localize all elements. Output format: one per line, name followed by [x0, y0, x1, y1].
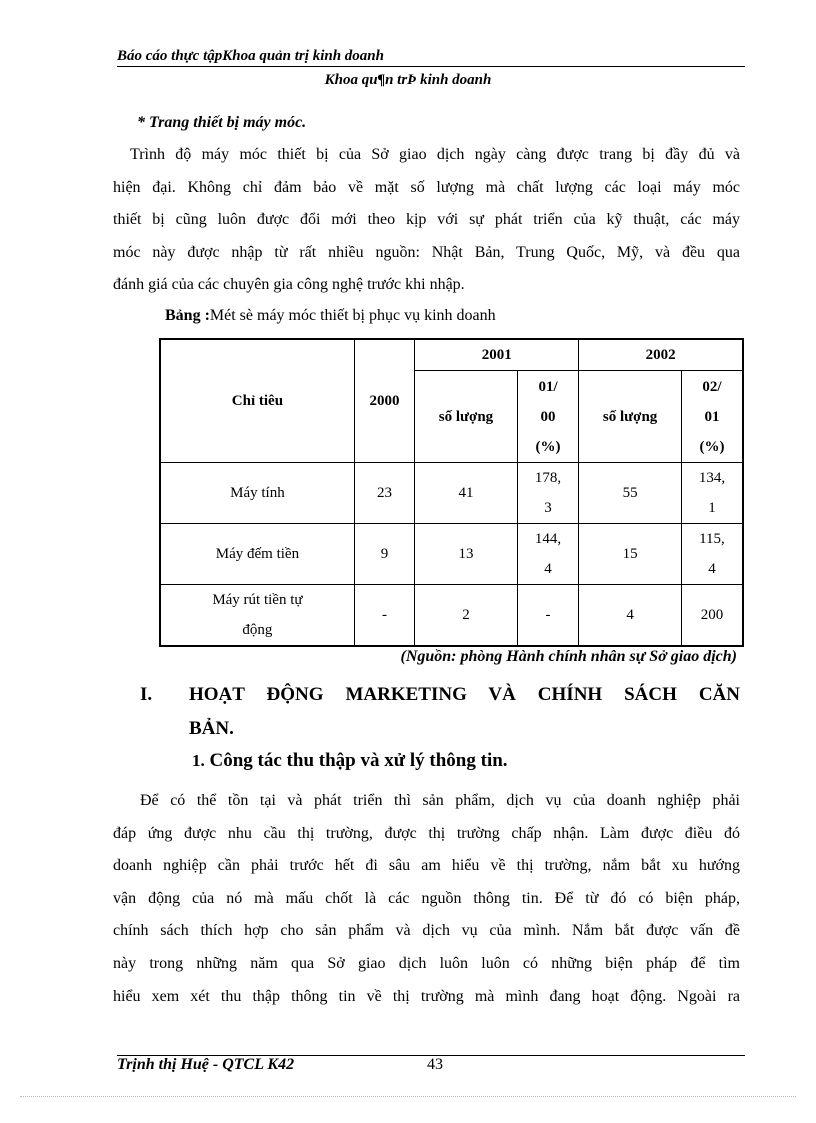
table-caption: [165, 307, 496, 325]
equipment-section-title: * Trang thiết bị máy móc.: [137, 114, 307, 131]
cell-2000: 9: [354, 524, 414, 585]
paragraph-line: Để có thể tồn tại và phát triển thì sản phẩm, dịch vụ của doanh nghiệp phải: [140, 792, 740, 809]
footer-author: Trịnh thị Huệ - QTCL K42: [117, 1056, 295, 1073]
header-2002: 2002: [579, 339, 743, 371]
table-row: [160, 463, 743, 524]
table-row: [160, 585, 743, 647]
marketing-heading: [140, 678, 740, 746]
cell-text: 178,: [534, 470, 562, 486]
table-caption-label: Bảng :: [165, 307, 210, 324]
cell-text: 3: [544, 500, 552, 516]
cell-qty-2001: 13: [415, 524, 518, 585]
heading-number: I.: [140, 684, 153, 705]
table-row: [160, 524, 743, 585]
cell-qty-2001: 2: [415, 585, 518, 647]
cell-text: Máy rút tiền tự: [212, 592, 303, 608]
cell-pct-2002: [681, 524, 743, 585]
paragraph-line: đáp ứng được nhu cầu thị trường, được thị trường chấp nhận. Làm được điều đó: [113, 824, 740, 842]
cell-text: 144,: [534, 531, 562, 547]
cell-2000: 23: [354, 463, 414, 524]
cell-pct-2002: 200: [681, 585, 743, 647]
paragraph-line: đánh giá của các chuyên gia công nghệ trước khi nhập.: [113, 276, 465, 294]
header-qty-2002: số lượng: [579, 371, 682, 463]
header-text: 01: [704, 408, 720, 425]
cell-text: 1: [708, 500, 716, 516]
paragraph-line: doanh nghiệp cần phải trước hết đi sâu am hiểu về thị trường, nắm bắt xu hướng: [113, 857, 740, 875]
cell-qty-2002: 55: [579, 463, 682, 524]
paragraph-line: hiện đại. Không chỉ đảm bảo về mặt số lượng mà chất lượng các loại máy móc: [113, 178, 740, 196]
running-header: Báo cáo thực tậpKhoa quản trị kinh doanh: [117, 48, 745, 67]
header-text: 01/: [538, 378, 558, 395]
subsection-heading: [192, 750, 508, 772]
cell-text: 4: [708, 561, 716, 577]
page-break-line: [20, 1096, 796, 1097]
header-pct-0100: [517, 371, 579, 463]
header-text: (%): [699, 438, 725, 455]
cell-pct-2001: [517, 463, 579, 524]
cell-text: 4: [544, 561, 552, 577]
heading-line: HOẠT ĐỘNG MARKETING VÀ CHÍNH SÁCH CĂN: [189, 684, 740, 705]
cell-text: 134,: [698, 470, 726, 486]
header-qty-2001: số lượng: [415, 371, 518, 463]
header-text: (%): [535, 438, 561, 455]
running-header-garbled: Khoa qu¶n trÞ kinh doanh: [324, 72, 492, 88]
header-text: 02/: [702, 378, 722, 395]
paragraph-line: móc này được nhập từ rất nhiều nguồn: Nhật Bản, Trung Quốc, Mỹ, và đều qua: [113, 243, 740, 261]
paragraph-line: thiết bị cũng luôn được đổi mới theo kịp với sự phát triển của kỹ thuật, các máy: [113, 211, 740, 229]
paragraph-line: này trong những năm qua Sở giao dịch luôn luôn có những biện pháp để tìm: [113, 954, 740, 972]
cell-2000: -: [354, 585, 414, 647]
cell-qty-2001: 41: [415, 463, 518, 524]
cell-name: Máy đếm tiền: [160, 524, 354, 585]
equipment-paragraph: [113, 139, 740, 302]
cell-pct-2001: -: [517, 585, 579, 647]
paragraph-line: vận động của nó mà mấu chốt là các nguồn thông tin. Để từ đó có biện pháp,: [113, 889, 740, 907]
subsection-title: Công tác thu thập và xử lý thông tin.: [209, 750, 508, 771]
table-source: (Nguồn: phòng Hành chính nhân sự Sở giao dịch): [400, 648, 737, 665]
header-text: 00: [540, 408, 556, 425]
cell-qty-2002: 15: [579, 524, 682, 585]
cell-name: [160, 585, 354, 647]
heading-line: BẢN.: [189, 718, 234, 739]
subsection-number: 1.: [192, 751, 205, 770]
header-2000: 2000: [354, 339, 414, 463]
cell-name: Máy tính: [160, 463, 354, 524]
paragraph-line: chính sách thích hợp cho sản phẩm và dịch vụ của mình. Nắm bắt được vấn đề: [113, 922, 740, 940]
header-indicator: Chỉ tiêu: [160, 339, 354, 463]
paragraph-line: hiểu xem xét thu thập thông tin về thị trường mà mình đang hoạt động. Ngoài ra: [113, 987, 740, 1005]
marketing-paragraph: [113, 785, 740, 1013]
equipment-table: [159, 338, 744, 647]
cell-pct-2001: [517, 524, 579, 585]
page-number: 43: [427, 1056, 443, 1073]
cell-text: 115,: [699, 531, 725, 547]
header-2001: 2001: [415, 339, 579, 371]
cell-text: động: [242, 622, 273, 638]
table-caption-text: Mét sè máy móc thiết bị phục vụ kinh doanh: [209, 307, 496, 324]
cell-qty-2002: 4: [579, 585, 682, 647]
header-pct-0201: [681, 371, 743, 463]
paragraph-line: Trình độ máy móc thiết bị của Sở giao dịch ngày càng được trang bị đầy đủ và: [130, 146, 740, 163]
cell-pct-2002: [681, 463, 743, 524]
